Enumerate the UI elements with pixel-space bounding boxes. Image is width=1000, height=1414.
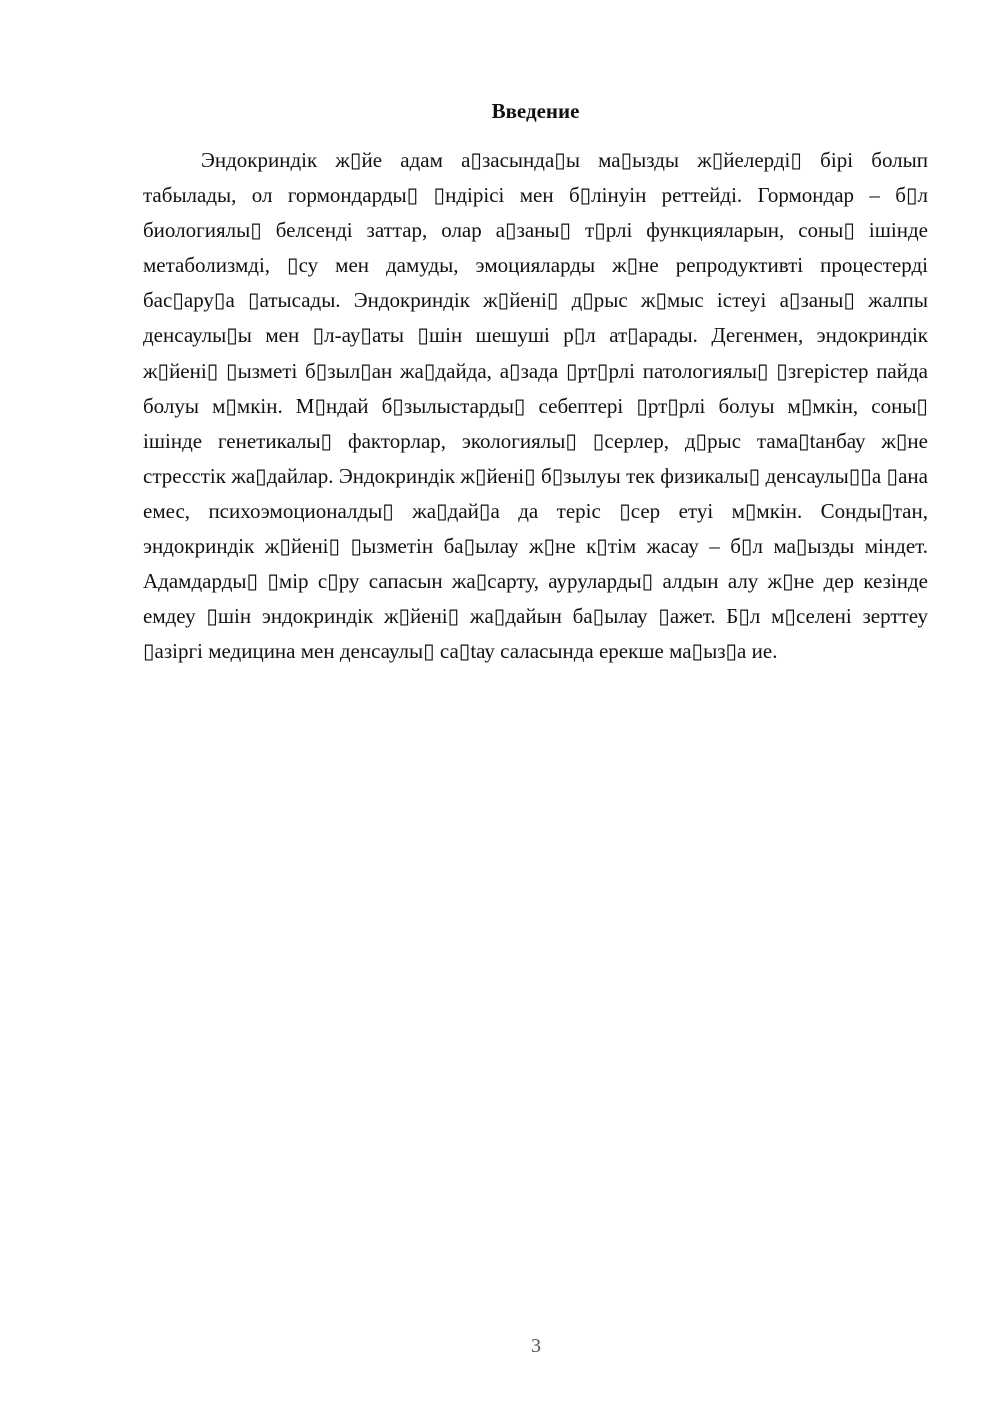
section-heading: Введение [491,99,580,123]
body-paragraph: Эндокриндік ж▯йе адам а▯засында▯ы ма▯ызды ж▯йелерді▯ бірі болып табылады, ол гормондарды▯ ▯ндірісі мен б▯лінуін реттейді. Гормондар – б▯л биологиялы▯ белсенді заттар, олар а▯заны▯ т▯рлі функцияларын, соны▯ ішінде метаболизмді, ▯су мен дамуды, эмоцияларды ж▯не репродуктивті процестерді бас▯ару▯а ▯атысады. Эндокриндік ж▯йені▯ д▯рыс ж▯мыс істеуі а▯заны▯ жалпы денсаулы▯ы мен ▯л-ау▯аты ▯шін шешуші р▯л ат▯арады. Дегенмен, эндокриндік ж▯йені▯ ▯ызметі б▯зыл▯ан жа▯дайда, а▯зада ▯рт▯рлі патологиялы▯ ▯згерістер пайда болуы м▯мкін. М▯ндай б▯зылыстарды▯ себептері ▯рт▯рлі болуы м▯мкін, соны▯ ішінде генетикалы▯ факторлар, экологиялы▯ ▯серлер, д▯рыс тама▯tанбау ж▯не стресстік жа▯дайлар. Эндокриндік ж▯йені▯ б▯зылуы тек физикалы▯ денсаулы▯▯а ▯ана емес, психоэмоционалды▯ жа▯дай▯а да теріс ▯сер етуі м▯мкін. Сонды▯тан, эндокриндік ж▯йені▯ ▯ызметін ба▯ылау ж▯не к▯тім жасау – б▯л ма▯ызды міндет. Адамдарды▯ ▯мір с▯ру сапасын жа▯сарту, ауруларды▯ алдын алу ж▯не дер кезінде емдеу ▯шін эндокриндік ж▯йені▯ жа▯дайын ба▯ылау ▯ажет. Б▯л м▯селені зерттеу ▯азіргі медицина мен денсаулы▯ са▯tау саласында ерекше ма▯ыз▯а ие. [143,148,928,664]
page-number: 3 [531,1335,541,1357]
